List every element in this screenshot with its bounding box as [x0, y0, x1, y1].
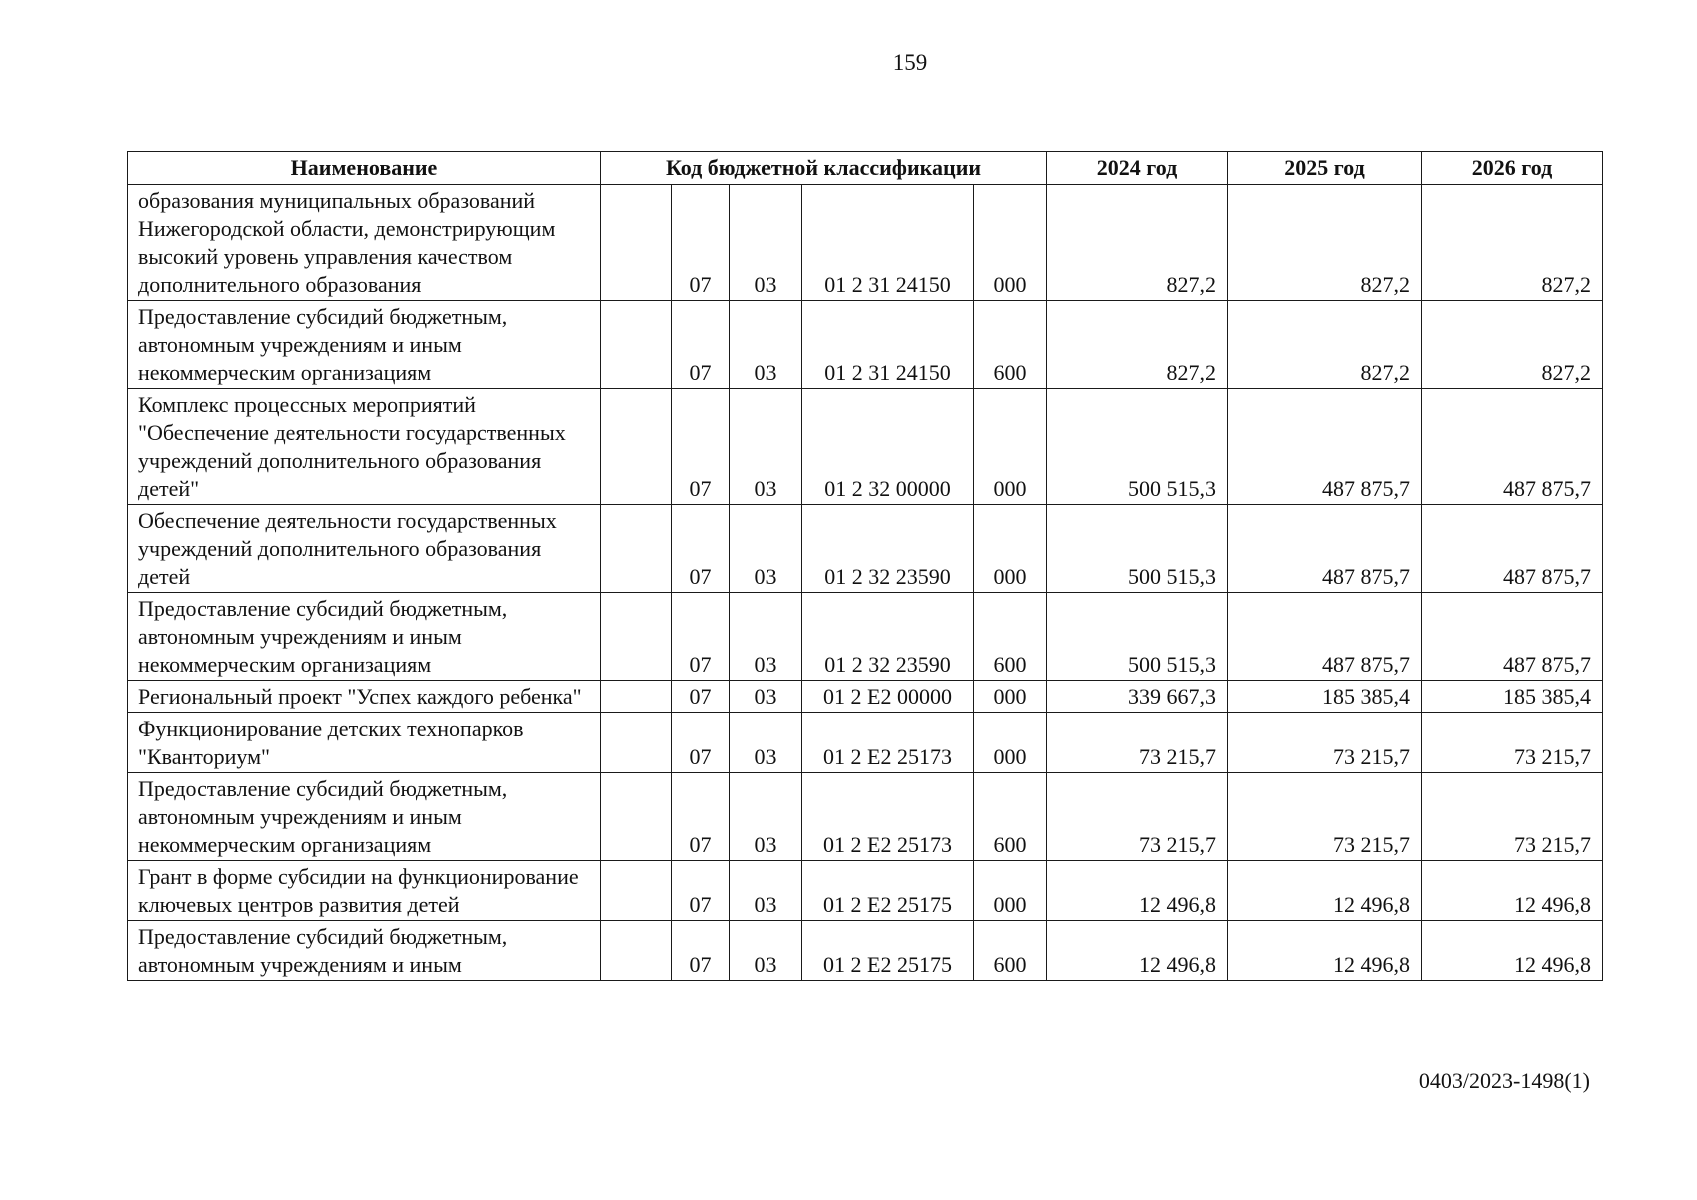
row-target-article-cell: 01 2 32 23590 [802, 505, 974, 593]
row-expense-type-cell: 000 [974, 861, 1047, 921]
row-target-article-cell: 01 2 32 23590 [802, 593, 974, 681]
row-blank-cell [601, 185, 672, 301]
row-subsection-cell: 03 [730, 301, 802, 389]
row-section-cell: 07 [672, 505, 730, 593]
row-value-2024-cell: 73 215,7 [1047, 773, 1228, 861]
row-section-cell: 07 [672, 861, 730, 921]
row-value-2026-cell: 827,2 [1422, 185, 1603, 301]
header-2025: 2025 год [1228, 152, 1422, 185]
row-value-2026-cell: 487 875,7 [1422, 505, 1603, 593]
table-row [128, 921, 1603, 981]
row-name-cell: образования муниципальных образований Нижегородской области, демонстрирующим высокий уровень управления качеством дополнительного образования [128, 185, 601, 301]
row-value-2026-cell: 73 215,7 [1422, 773, 1603, 861]
row-subsection-cell: 03 [730, 861, 802, 921]
table-row [128, 773, 1603, 861]
row-expense-type-cell: 000 [974, 505, 1047, 593]
row-value-2026-cell: 827,2 [1422, 301, 1603, 389]
table-row [128, 505, 1603, 593]
row-value-2026-cell: 487 875,7 [1422, 389, 1603, 505]
row-subsection-cell: 03 [730, 593, 802, 681]
row-value-2025-cell: 12 496,8 [1228, 861, 1422, 921]
table-row [128, 301, 1603, 389]
row-section-cell: 07 [672, 713, 730, 773]
row-value-2024-cell: 500 515,3 [1047, 505, 1228, 593]
row-value-2025-cell: 73 215,7 [1228, 713, 1422, 773]
table-row [128, 593, 1603, 681]
document-number: 0403/2023-1498(1) [1418, 1068, 1590, 1093]
row-name-cell: Предоставление субсидий бюджетным, автономным учреждениям и иным некоммерческим организациям [128, 593, 601, 681]
row-value-2025-cell: 12 496,8 [1228, 921, 1422, 981]
row-target-article-cell: 01 2 E2 25173 [802, 713, 974, 773]
row-section-cell: 07 [672, 921, 730, 981]
row-value-2024-cell: 500 515,3 [1047, 593, 1228, 681]
row-name-cell: Функционирование детских технопарков "Кванториум" [128, 713, 601, 773]
row-value-2026-cell: 12 496,8 [1422, 921, 1603, 981]
row-target-article-cell: 01 2 E2 25173 [802, 773, 974, 861]
header-2026: 2026 год [1422, 152, 1603, 185]
row-section-cell: 07 [672, 301, 730, 389]
header-name: Наименование [128, 152, 601, 185]
row-value-2025-cell: 73 215,7 [1228, 773, 1422, 861]
row-target-article-cell: 01 2 E2 00000 [802, 681, 974, 713]
row-expense-type-cell: 000 [974, 185, 1047, 301]
row-subsection-cell: 03 [730, 921, 802, 981]
row-section-cell: 07 [672, 593, 730, 681]
row-target-article-cell: 01 2 31 24150 [802, 185, 974, 301]
table-row [128, 389, 1603, 505]
row-value-2025-cell: 487 875,7 [1228, 389, 1422, 505]
row-value-2024-cell: 827,2 [1047, 185, 1228, 301]
row-value-2024-cell: 12 496,8 [1047, 861, 1228, 921]
row-blank-cell [601, 921, 672, 981]
row-section-cell: 07 [672, 389, 730, 505]
row-value-2026-cell: 73 215,7 [1422, 713, 1603, 773]
row-subsection-cell: 03 [730, 773, 802, 861]
page-number: 159 [892, 50, 928, 75]
row-value-2024-cell: 500 515,3 [1047, 389, 1228, 505]
row-subsection-cell: 03 [730, 713, 802, 773]
row-value-2025-cell: 487 875,7 [1228, 593, 1422, 681]
row-value-2024-cell: 73 215,7 [1047, 713, 1228, 773]
row-value-2025-cell: 827,2 [1228, 185, 1422, 301]
row-expense-type-cell: 000 [974, 681, 1047, 713]
row-expense-type-cell: 600 [974, 921, 1047, 981]
row-target-article-cell: 01 2 31 24150 [802, 301, 974, 389]
row-expense-type-cell: 000 [974, 713, 1047, 773]
table-header-row [128, 152, 1603, 185]
row-expense-type-cell: 600 [974, 301, 1047, 389]
table-row [128, 713, 1603, 773]
row-section-cell: 07 [672, 681, 730, 713]
row-subsection-cell: 03 [730, 185, 802, 301]
row-expense-type-cell: 600 [974, 773, 1047, 861]
table-row [128, 185, 1603, 301]
header-2024: 2024 год [1047, 152, 1228, 185]
row-name-cell: Грант в форме субсидии на функционирование ключевых центров развития детей [128, 861, 601, 921]
table-row [128, 681, 1603, 713]
row-subsection-cell: 03 [730, 681, 802, 713]
row-blank-cell [601, 861, 672, 921]
row-value-2026-cell: 487 875,7 [1422, 593, 1603, 681]
row-target-article-cell: 01 2 E2 25175 [802, 861, 974, 921]
row-value-2025-cell: 487 875,7 [1228, 505, 1422, 593]
row-expense-type-cell: 600 [974, 593, 1047, 681]
budget-table [127, 151, 1603, 981]
row-blank-cell [601, 505, 672, 593]
row-value-2024-cell: 12 496,8 [1047, 921, 1228, 981]
row-name-cell: Региональный проект "Успех каждого ребенка" [128, 681, 601, 713]
row-name-cell: Предоставление субсидий бюджетным, автономным учреждениям и иным некоммерческим организациям [128, 301, 601, 389]
row-blank-cell [601, 301, 672, 389]
table-row [128, 861, 1603, 921]
row-value-2024-cell: 339 667,3 [1047, 681, 1228, 713]
row-blank-cell [601, 593, 672, 681]
row-expense-type-cell: 000 [974, 389, 1047, 505]
row-blank-cell [601, 773, 672, 861]
row-value-2026-cell: 12 496,8 [1422, 861, 1603, 921]
row-subsection-cell: 03 [730, 389, 802, 505]
row-target-article-cell: 01 2 32 00000 [802, 389, 974, 505]
row-value-2025-cell: 185 385,4 [1228, 681, 1422, 713]
header-code: Код бюджетной классификации [601, 152, 1047, 185]
row-name-cell: Комплекс процессных мероприятий "Обеспечение деятельности государственных учреждений дополнительного образования детей" [128, 389, 601, 505]
row-value-2024-cell: 827,2 [1047, 301, 1228, 389]
row-blank-cell [601, 389, 672, 505]
row-value-2025-cell: 827,2 [1228, 301, 1422, 389]
row-name-cell: Предоставление субсидий бюджетным, автономным учреждениям и иным [128, 921, 601, 981]
table-body [128, 185, 1603, 981]
row-blank-cell [601, 713, 672, 773]
row-name-cell: Предоставление субсидий бюджетным, автономным учреждениям и иным некоммерческим организациям [128, 773, 601, 861]
row-subsection-cell: 03 [730, 505, 802, 593]
row-section-cell: 07 [672, 773, 730, 861]
row-blank-cell [601, 681, 672, 713]
row-value-2026-cell: 185 385,4 [1422, 681, 1603, 713]
row-name-cell: Обеспечение деятельности государственных учреждений дополнительного образования детей [128, 505, 601, 593]
row-target-article-cell: 01 2 E2 25175 [802, 921, 974, 981]
row-section-cell: 07 [672, 185, 730, 301]
